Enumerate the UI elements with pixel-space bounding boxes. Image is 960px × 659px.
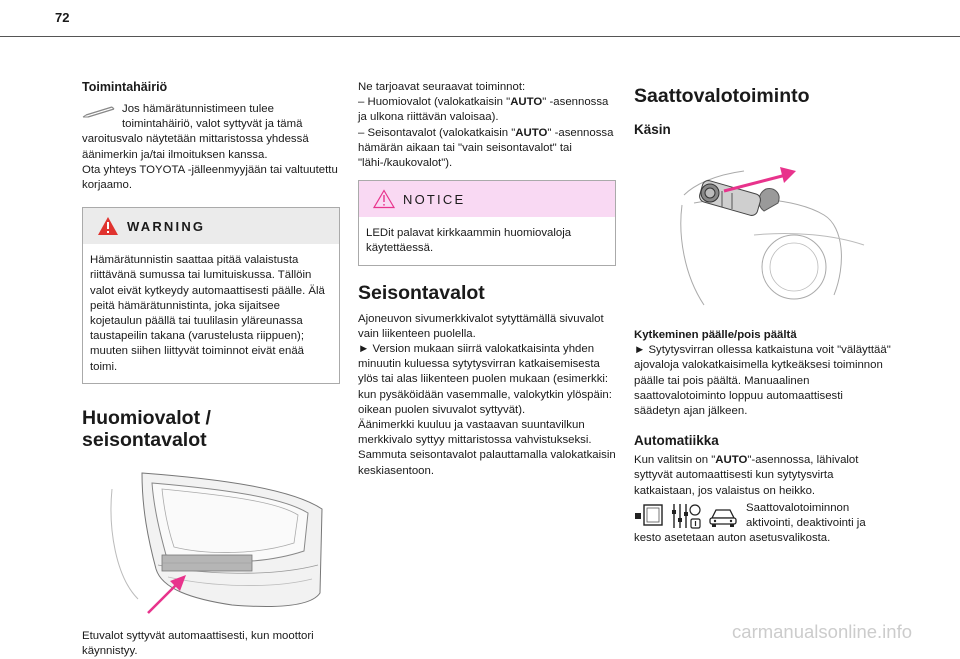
notice-text: LEDit palavat kirkkaammin huomiovaloja käytettäessä. — [366, 227, 572, 255]
fault-text: Jos hämärätunnistimeen tulee toimintahäiriö, valot syttyvät ja tämä varoitusvalo näytetään mittaristossa yhdessä äänimerkin ja/tai ilmoituksen kanssa. — [82, 103, 309, 161]
warning-box — [82, 207, 340, 384]
settings-block — [634, 501, 892, 547]
touchscreen-display-icon — [634, 503, 664, 529]
fault-contact: Ota yhteys TOYOTA -jälleenmyyjään tai valtuutettu korjaamo. — [82, 163, 338, 192]
section-title-daytime-lights: Huomiovalot / seisontavalot — [82, 406, 211, 451]
auto-settings-text: Saattovalotoiminnon aktivointi, deaktivointi ja kesto asetetaan auton asetusvalikosta. — [634, 501, 866, 545]
parking-lights-p3: Äänimerkki kuuluu ja vastaavan suuntavilkun merkkivalo syttyy mittaristossa vahvistukseksi. Sammuta seisontavalot palauttamalla valokatkaisin keskiasentoon. — [358, 419, 616, 477]
tip-pencil-icon — [82, 102, 118, 118]
onoff-text: ► Sytytysvirran ollessa katkaistuna voit "väläyttää" ajovaloja valokatkaisimella kytkeäksesi toiminnon päälle tai pois päältä. Manuaalinen saattovalotoiminto loppuu automaattisesti säädetyn ajan jälkeen. — [634, 344, 891, 418]
daytime-lights-figure — [82, 469, 340, 619]
settings-sliders-icon — [670, 502, 702, 530]
notice-box — [358, 180, 616, 265]
notice-triangle-icon — [373, 189, 395, 209]
watermark: carmanualsonline.info — [732, 621, 912, 642]
section-title-follow-me-home: Saattovalotoiminto — [634, 85, 810, 107]
light-stalk-illustration — [674, 145, 892, 325]
notice-header — [359, 181, 615, 217]
auto-label: AUTO — [715, 454, 748, 467]
figure-caption: Etuvalot syttyvät automaattisesti, kun moottori käynnistyy. — [82, 629, 314, 658]
column-1 — [82, 80, 340, 659]
light-switch-figure — [674, 145, 892, 325]
auto-heading: Automatiikka — [634, 433, 719, 449]
column-3 — [634, 80, 892, 546]
car-icon — [708, 504, 738, 528]
onoff-heading: Kytkeminen päälle/pois päältä — [634, 329, 797, 341]
manual-heading: Käsin — [634, 122, 671, 137]
functions-intro: Ne tarjoavat seuraavat toiminnot: — [358, 81, 526, 93]
function-item-side: – Seisontavalot (valokatkaisin "AUTO" -asennossa hämärän aikaan tai "vain seisontavalot" tai "lähi-/kaukovalot"). — [358, 126, 614, 170]
auto-label: AUTO — [515, 126, 548, 139]
column-2 — [358, 80, 616, 479]
parking-lights-p2: ► Version mukaan siirrä valokatkaisinta yhden minuutin kuluessa sytytysvirran katkaisemisesta ylös tai alas liikenteen puolen mukaan (esimerkki: kun pysäköidään vasemmalle, valokytkin ylöspäin: oikean puolen sivuvalot syttyvät). — [358, 343, 612, 416]
headlamp-illustration — [82, 469, 340, 619]
warning-triangle-icon — [97, 216, 119, 236]
page-number: 72 — [55, 10, 70, 25]
fault-heading: Toimintahäiriö — [82, 80, 168, 94]
warning-header — [83, 208, 339, 244]
parking-lights-p1: Ajoneuvon sivumerkkivalot sytyttämällä sivuvalot vain liikenteen puolella. — [358, 312, 604, 340]
settings-icons — [634, 501, 738, 531]
section-title-parking-lights: Seisontavalot — [358, 281, 485, 304]
warning-title: WARNING — [127, 218, 206, 234]
auto-text: Kun valitsin on "AUTO"-asennossa, lähivalot syttyvät automaattisesti kun sytytysvirta katkaistaan, jos valaistus on heikko. — [634, 454, 859, 497]
notice-title: NOTICE — [403, 191, 466, 207]
warning-text: Hämärätunnistin saattaa pitää valaistusta riittävänä sumussa tai lumituiskussa. Tällöin valot eivät kytkeydy automaattisesti päälle. Älä peitä hämärätunnistinta, joka sijaitsee kojetaulun päällä tai tuulilasin yläreunassa taustapeilin takana (varustelusta riippuen); muuten siihen liittyvät toiminnot eivät enää toimi. — [90, 254, 325, 373]
function-item-daytime: – Huomiovalot (valokatkaisin "AUTO" -asennossa ja ulkona riittävän valoisaa). — [358, 96, 609, 124]
auto-label: AUTO — [510, 96, 543, 109]
fault-block — [82, 102, 340, 193]
header-rule — [0, 36, 960, 37]
